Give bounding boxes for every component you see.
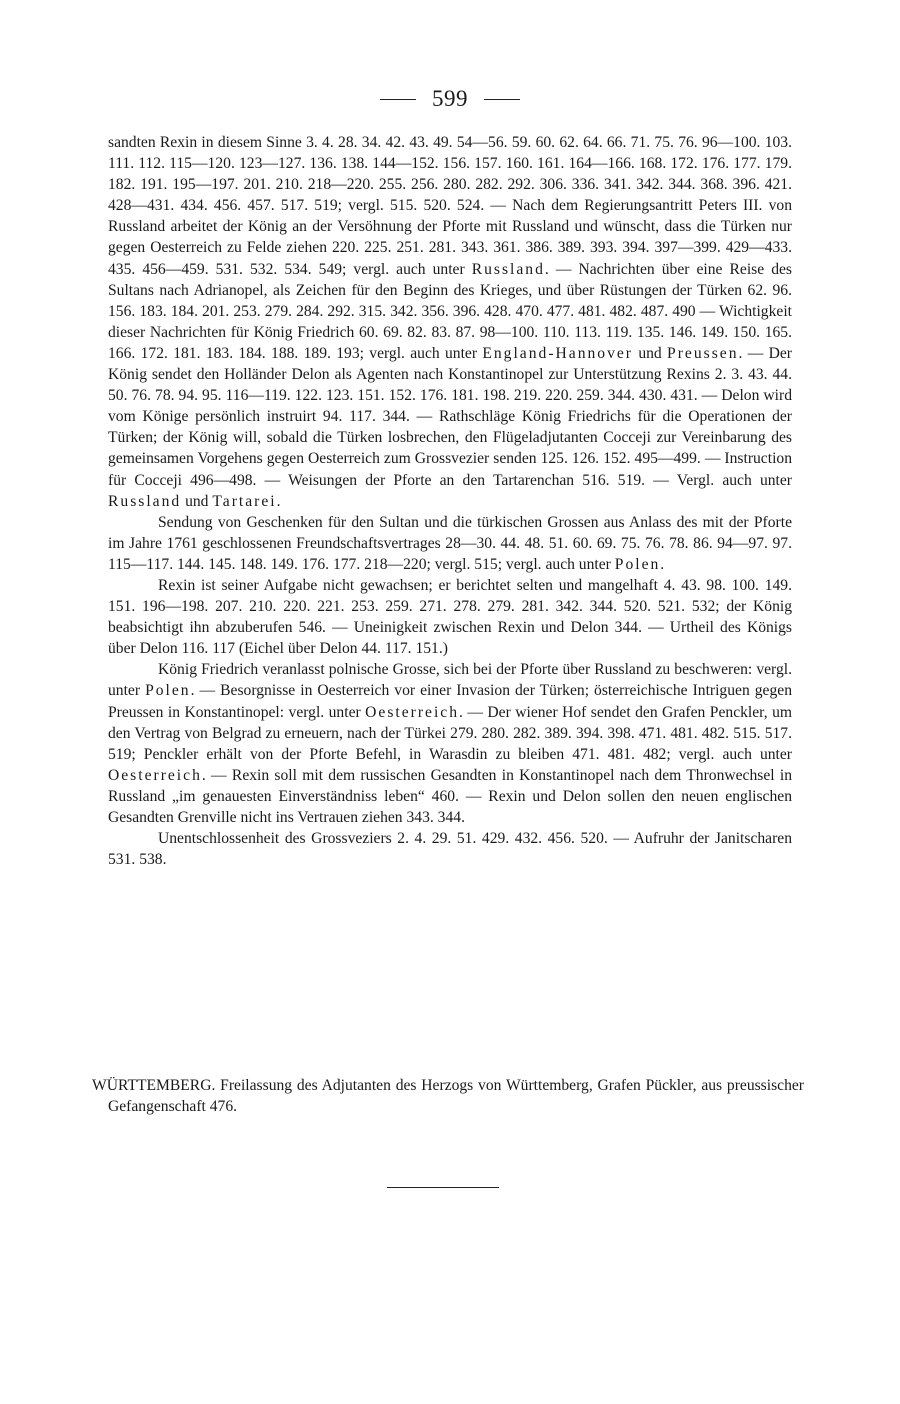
text-run: . — Der wiener Hof sendet den Grafen Penckler, um den Vertrag von Belgrad zu erneuern, nach der Türkei 279. 280. 282. 389. 394. 398. 471. 481. 482. 515. 517. 519; Penckler erhält von der Pforte Befehl, in Warasdin zu bleiben 471. 481. 482; vergl. auch unter	[108, 703, 793, 763]
cross-reference: Oesterreich	[365, 703, 460, 721]
wuerttemberg-text: Freilassung des Adjutanten des Herzogs von Württemberg, Grafen Pückler, aus preussischer Gefangenschaft 476.	[108, 1077, 804, 1116]
text-run: .	[660, 555, 665, 573]
cross-reference: Preussen	[667, 344, 739, 362]
text-run: sandten Rexin in diesem Sinne 3. 4. 28. 34. 42. 43. 49. 54—56. 59. 60. 62. 64. 66. 71. 75. 76. 96—100. 103. 111. 112. 115—120. 123—127. 136. 138. 144—152. 156. 157. 160. 161. 164—166. 168. 172. 176. 177. 179. 182. 191. 195—197. 201. 210. 218—220. 255. 256. 280. 282. 292. 306. 336. 341. 342. 344. 368. 396. 421. 428—431. 434. 456. 457. 517. 519; vergl. 515. 520. 524. — Nach dem Regierungsantritt Peters III. von Russland arbeitet der König an der Versöhnung der Pforte mit Russland und wünscht, dass die Türken nur gegen Oesterreich zu Felde ziehen 220. 225. 251. 281. 343. 361. 386. 389. 393. 394. 397—399. 429—433. 435. 456—459. 531. 532. 534. 549; vergl. auch unter	[108, 134, 792, 278]
text-run: . — Besorgnisse in Oesterreich vor einer Invasion der Türken; österreichische Intriguen gegen Preussen in Konstantinopel: vergl. unter	[108, 682, 792, 721]
cross-reference: Tartarei	[212, 492, 277, 510]
text-run: König Friedrich veranlasst polnische Grosse, sich bei der Pforte über Russland zu beschweren: vergl. unter	[108, 661, 792, 700]
cross-reference: Oesterreich	[108, 766, 202, 784]
cross-reference: Polen	[145, 682, 191, 700]
text-run: .	[276, 492, 281, 510]
cross-reference: England-Hannover	[482, 344, 634, 362]
wuerttemberg-paragraph	[92, 1075, 804, 1117]
text-run: . — Rexin soll mit dem russischen Gesandten in Konstantinopel nach dem Thronwechsel in Russland „im genauesten Einverständniss leben“ 460. — Rexin und Delon sollen den neuen englischen Gesandten Grenville nicht ins Vertrauen ziehen 343. 344.	[108, 766, 792, 826]
wuerttemberg-keyword: WÜRTTEMBERG.	[92, 1077, 216, 1094]
body-paragraph	[108, 512, 792, 575]
cross-reference: Russland	[471, 260, 545, 278]
body-paragraph	[108, 575, 792, 659]
body-paragraph	[108, 659, 792, 828]
cross-reference: Polen	[614, 555, 661, 573]
page-header	[0, 86, 900, 112]
body-paragraph	[108, 132, 792, 512]
text-run: . — Nachrichten über eine Reise des Sultans nach Adrianopel, als Zeichen für den Beginn des Krieges, und über Rüstungen der Türken 62. 96. 156. 183. 184. 201. 253. 279. 284. 292. 315. 342. 356. 396. 428. 470. 477. 481. 482. 487. 490 — Wichtigkeit dieser Nachrichten für König Friedrich 60. 69. 82. 83. 87. 98—100. 110. 113. 119. 135. 146. 149. 150. 165. 166. 172. 181. 183. 184. 188. 189. 193; vergl. auch unter	[108, 260, 792, 362]
text-run: Sendung von Geschenken für den Sultan und die türkischen Grossen aus Anlass des mit der Pforte im Jahre 1761 geschlossenen Freundschaftsvertrages 28—30. 44. 48. 51. 60. 69. 75. 76. 78. 86. 94—97. 97. 115—117. 144. 145. 148. 149. 176. 177. 218—220; vergl. 515; vergl. auch unter	[108, 513, 792, 573]
page-number: 599	[432, 86, 468, 111]
cross-reference: Russland	[108, 492, 182, 510]
header-dash-left	[380, 99, 416, 100]
text-run: Rexin ist seiner Aufgabe nicht gewachsen; er berichtet selten und mangelhaft 4. 43. 98. 100. 149. 151. 196—198. 207. 210. 220. 221. 253. 259. 271. 278. 279. 281. 342. 344. 520. 521. 532; der König beabsichtigt ihn abzuberufen 546. — Uneinigkeit zwischen Rexin und Delon 344. — Urtheil des Königs über Delon 116. 117 (Eichel über Delon 44. 117. 151.)	[108, 576, 792, 658]
body-paragraph	[108, 828, 792, 870]
text-run: . — Der König sendet den Holländer Delon als Agenten nach Konstantinopel zur Unterstützung Rexins 2. 3. 43. 44. 50. 76. 78. 94. 95. 116—119. 122. 123. 151. 152. 176. 181. 198. 219. 220. 259. 344. 430. 431. — Delon wird vom Könige persönlich instruirt 94. 117. 344. — Rathschläge König Friedrichs für die Operationen der Türken; der König will, sobald die Türken losbrechen, den Flügeladjutanten Cocceji zur Vereinbarung des gemeinsamen Vorgehens gegen Oesterreich zum Grossvezier senden 125. 126. 152. 495—499. — Instruction für Cocceji 496—498. — Weisungen der Pforte an den Tartarenchan 516. 519. — Vergl. auch unter	[108, 344, 793, 489]
closing-rule	[387, 1187, 499, 1188]
index-entry-wuerttemberg	[92, 1075, 804, 1117]
text-run: und	[633, 344, 668, 362]
index-entry-tuerkei-body	[108, 132, 792, 870]
text-run: Unentschlossenheit des Grossveziers 2. 4. 29. 51. 429. 432. 456. 520. — Aufruhr der Janitscharen 531. 538.	[108, 830, 792, 869]
header-dash-right	[484, 99, 520, 100]
text-run: und	[181, 492, 213, 510]
